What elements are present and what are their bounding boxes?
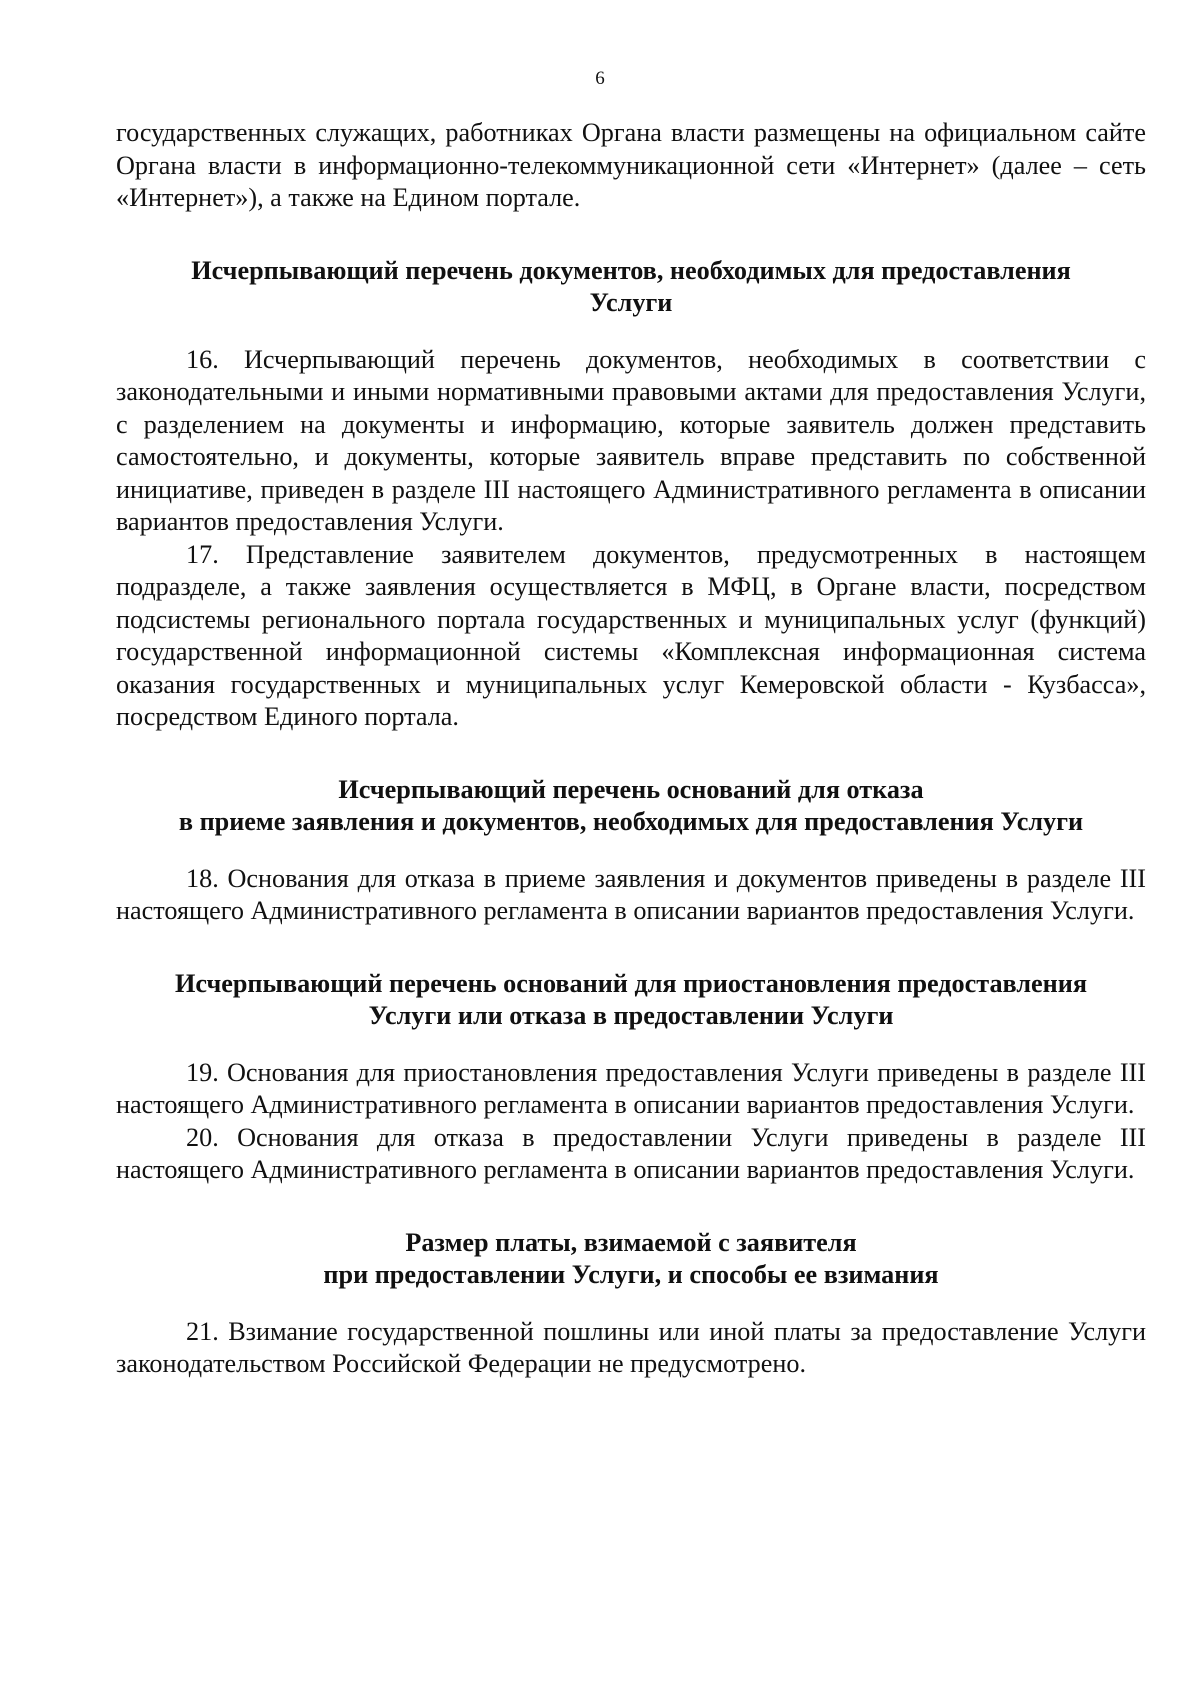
section-heading	[116, 968, 1146, 1033]
page-number: 6	[595, 68, 605, 89]
section-heading	[116, 774, 1146, 839]
heading-line: Исчерпывающий перечень документов, необходимых для предоставления	[191, 255, 1071, 285]
heading-line: в приеме заявления и документов, необходимых для предоставления Услуги	[178, 807, 1084, 836]
section-heading	[116, 1227, 1146, 1292]
heading-line: Услуги или отказа в предоставлении Услуги	[368, 1001, 894, 1030]
paragraph-16: 16. Исчерпывающий перечень документов, необходимых в соответствии с законодательными и иными нормативными правовыми актами для предоставления Услуги, с разделением на документы и информацию, которые заявитель должен представить самостоятельно, и документы, которые заявитель вправе представить по собственной инициативе, приведен в разделе III настоящего Административного регламента в описании вариантов предоставления Услуги.	[116, 344, 1146, 536]
heading-line: при предоставлении Услуги, и способы ее взимания	[323, 1260, 939, 1289]
heading-line: Исчерпывающий перечень оснований для приостановления предоставления	[174, 968, 1087, 998]
heading-line: Исчерпывающий перечень оснований для отказа	[338, 774, 924, 804]
intro-paragraph: государственных служащих, работниках Органа власти размещены на официальном сайте Органа власти в информационно-телекоммуникационной сети «Интернет» (далее – сеть «Интернет»), а также на Едином портале.	[116, 118, 1146, 212]
paragraph-21: 21. Взимание государственной пошлины или иной платы за предоставление Услуги законодательством Российской Федерации не предусмотрено.	[116, 1316, 1146, 1378]
paragraph-18: 18. Основания для отказа в приеме заявления и документов приведены в разделе III настоящего Административного регламента в описании вариантов предоставления Услуги.	[116, 863, 1146, 925]
paragraph-19: 19. Основания для приостановления предоставления Услуги приведены в разделе III настоящего Административного регламента в описании вариантов предоставления Услуги.	[116, 1057, 1146, 1119]
section-heading	[116, 255, 1146, 320]
paragraph-20: 20. Основания для отказа в предоставлении Услуги приведены в разделе III настоящего Административного регламента в описании вариантов предоставления Услуги.	[116, 1122, 1146, 1184]
paragraph-17: 17. Представление заявителем документов, предусмотренных в настоящем подразделе, а также заявления осуществляется в МФЦ, в Органе власти, посредством подсистемы регионального портала государственных и муниципальных услуг (функций) государственной информационной системы «Комплексная информационная система оказания государственных и муниципальных услуг Кемеровской области - Кузбасса», посредством Единого портала.	[116, 539, 1146, 731]
heading-line: Размер платы, взимаемой с заявителя	[405, 1227, 857, 1257]
heading-line: Услуги	[589, 288, 673, 317]
document-body	[116, 117, 1146, 1381]
